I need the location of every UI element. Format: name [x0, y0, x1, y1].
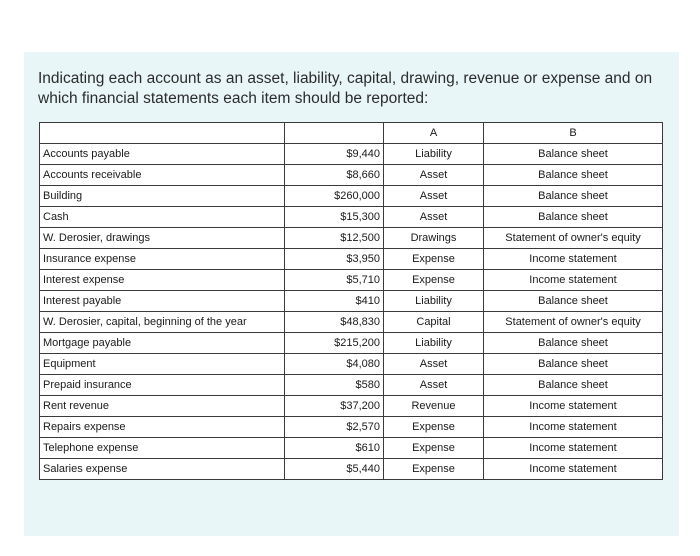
table-row: [40, 396, 663, 417]
amount-cell: $410: [285, 291, 384, 312]
classification-cell: Expense: [384, 249, 484, 270]
table-row: [40, 270, 663, 291]
table-row: [40, 354, 663, 375]
account-cell: Equipment: [40, 354, 285, 375]
amount-cell: $9,440: [285, 144, 384, 165]
account-cell: Salaries expense: [40, 459, 285, 480]
header-account: [40, 123, 285, 144]
account-cell: Cash: [40, 207, 285, 228]
classification-cell: Expense: [384, 459, 484, 480]
classification-cell: Liability: [384, 333, 484, 354]
classification-cell: Asset: [384, 165, 484, 186]
amount-cell: $5,440: [285, 459, 384, 480]
amount-cell: $580: [285, 375, 384, 396]
statement-cell: Balance sheet: [484, 333, 663, 354]
statement-cell: Balance sheet: [484, 207, 663, 228]
account-cell: Interest expense: [40, 270, 285, 291]
classification-cell: Expense: [384, 438, 484, 459]
statement-cell: Statement of owner's equity: [484, 312, 663, 333]
header-amount: [285, 123, 384, 144]
classification-cell: Liability: [384, 144, 484, 165]
account-cell: Telephone expense: [40, 438, 285, 459]
table-row: [40, 249, 663, 270]
account-cell: Repairs expense: [40, 417, 285, 438]
statement-cell: Income statement: [484, 249, 663, 270]
table-row: [40, 375, 663, 396]
amount-cell: $610: [285, 438, 384, 459]
amount-cell: $12,500: [285, 228, 384, 249]
classification-cell: Drawings: [384, 228, 484, 249]
account-cell: Insurance expense: [40, 249, 285, 270]
classification-cell: Asset: [384, 375, 484, 396]
classification-cell: Expense: [384, 270, 484, 291]
classification-cell: Asset: [384, 354, 484, 375]
table-row: [40, 228, 663, 249]
statement-cell: Balance sheet: [484, 354, 663, 375]
table-row: [40, 144, 663, 165]
statement-cell: Balance sheet: [484, 144, 663, 165]
statement-cell: Balance sheet: [484, 291, 663, 312]
account-cell: Mortgage payable: [40, 333, 285, 354]
accounts-table: [39, 122, 663, 480]
account-cell: Rent revenue: [40, 396, 285, 417]
statement-cell: Income statement: [484, 417, 663, 438]
table-row: [40, 417, 663, 438]
account-cell: Interest payable: [40, 291, 285, 312]
classification-cell: Revenue: [384, 396, 484, 417]
account-cell: Accounts payable: [40, 144, 285, 165]
amount-cell: $15,300: [285, 207, 384, 228]
statement-cell: Balance sheet: [484, 165, 663, 186]
statement-cell: Income statement: [484, 396, 663, 417]
amount-cell: $2,570: [285, 417, 384, 438]
classification-cell: Capital: [384, 312, 484, 333]
classification-cell: Asset: [384, 207, 484, 228]
amount-cell: $4,080: [285, 354, 384, 375]
classification-cell: Liability: [384, 291, 484, 312]
table-row: [40, 207, 663, 228]
header-column-b: B: [484, 123, 663, 144]
table-row: [40, 333, 663, 354]
table-body: [40, 144, 663, 480]
table-row: [40, 459, 663, 480]
header-column-a: A: [384, 123, 484, 144]
amount-cell: $3,950: [285, 249, 384, 270]
statement-cell: Income statement: [484, 459, 663, 480]
statement-cell: Balance sheet: [484, 186, 663, 207]
account-cell: Building: [40, 186, 285, 207]
content-panel: [24, 52, 679, 536]
account-cell: W. Derosier, drawings: [40, 228, 285, 249]
table-row: [40, 291, 663, 312]
amount-cell: $8,660: [285, 165, 384, 186]
classification-cell: Expense: [384, 417, 484, 438]
table-row: [40, 186, 663, 207]
table-row: [40, 165, 663, 186]
table-row: [40, 312, 663, 333]
statement-cell: Statement of owner's equity: [484, 228, 663, 249]
amount-cell: $48,830: [285, 312, 384, 333]
page-heading: Indicating each account as an asset, liability, capital, drawing, revenue or expense and on which financial statements each item should be reported:: [38, 70, 653, 107]
amount-cell: $5,710: [285, 270, 384, 291]
account-cell: Accounts receivable: [40, 165, 285, 186]
account-cell: Prepaid insurance: [40, 375, 285, 396]
header-row: [40, 123, 663, 144]
statement-cell: Balance sheet: [484, 375, 663, 396]
statement-cell: Income statement: [484, 438, 663, 459]
amount-cell: $215,200: [285, 333, 384, 354]
classification-cell: Asset: [384, 186, 484, 207]
table-row: [40, 438, 663, 459]
amount-cell: $260,000: [285, 186, 384, 207]
statement-cell: Income statement: [484, 270, 663, 291]
amount-cell: $37,200: [285, 396, 384, 417]
account-cell: W. Derosier, capital, beginning of the year: [40, 312, 285, 333]
